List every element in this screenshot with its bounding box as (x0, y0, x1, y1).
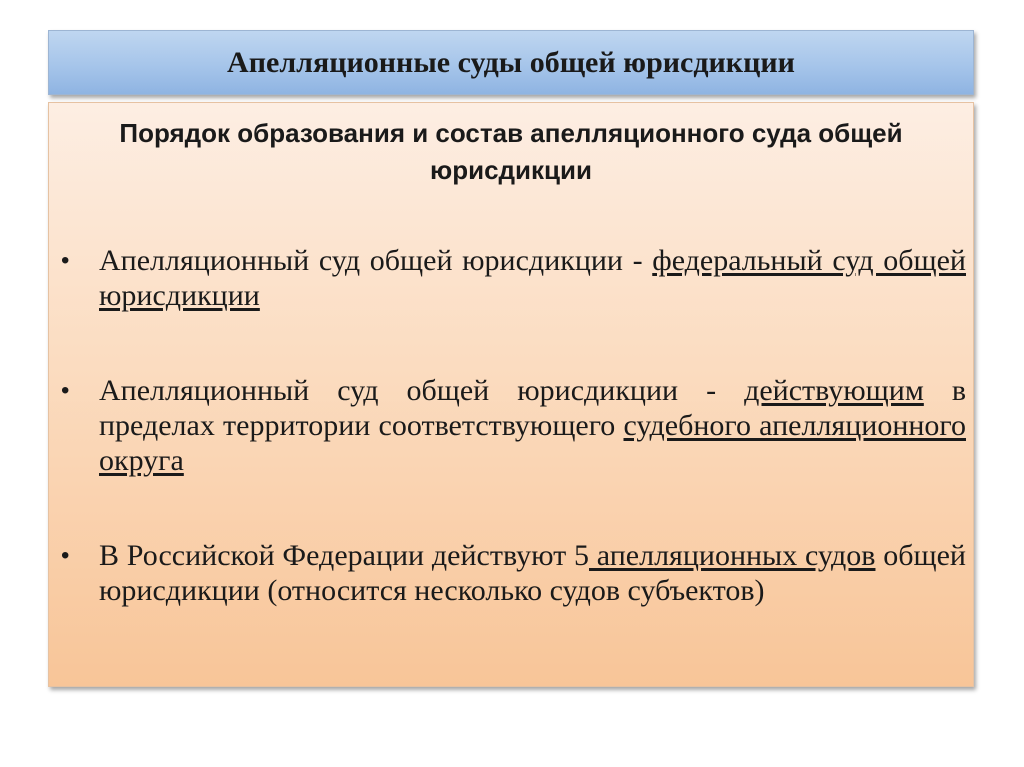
content-panel (48, 102, 974, 687)
bullet-item-2 (99, 373, 966, 478)
bullet-text: в пределах территории соответствующего (99, 374, 966, 442)
bullet-text: Апелляционный суд общей юрисдикции - (99, 244, 653, 277)
bullet-marker: • (61, 247, 70, 274)
bullet-item-3 (99, 538, 966, 608)
title-banner (48, 30, 974, 95)
bullet-text: Апелляционный суд общей юрисдикции - (99, 374, 745, 407)
bullet-underlined-text: действующим (744, 374, 924, 407)
bullet-underlined-text: судебного апелляционного округа (99, 409, 966, 477)
section-subtitle: Порядок образования и состав апелляционного суда общей юрисдикции (119, 118, 903, 185)
slide-title: Апелляционные суды общей юрисдикции (227, 45, 795, 79)
bullet-text: общей юрисдикции (относится несколько судов субъектов) (99, 539, 966, 607)
bullet-marker: • (61, 542, 70, 569)
bullet-underlined-text: федеральный суд общей юрисдикции (99, 244, 966, 312)
bullet-underlined-text: апелляционных судов (589, 539, 876, 572)
bullet-marker: • (61, 377, 70, 404)
bullet-item-1 (99, 243, 966, 313)
bullet-text: В Российской Федерации действуют 5 (99, 539, 590, 572)
